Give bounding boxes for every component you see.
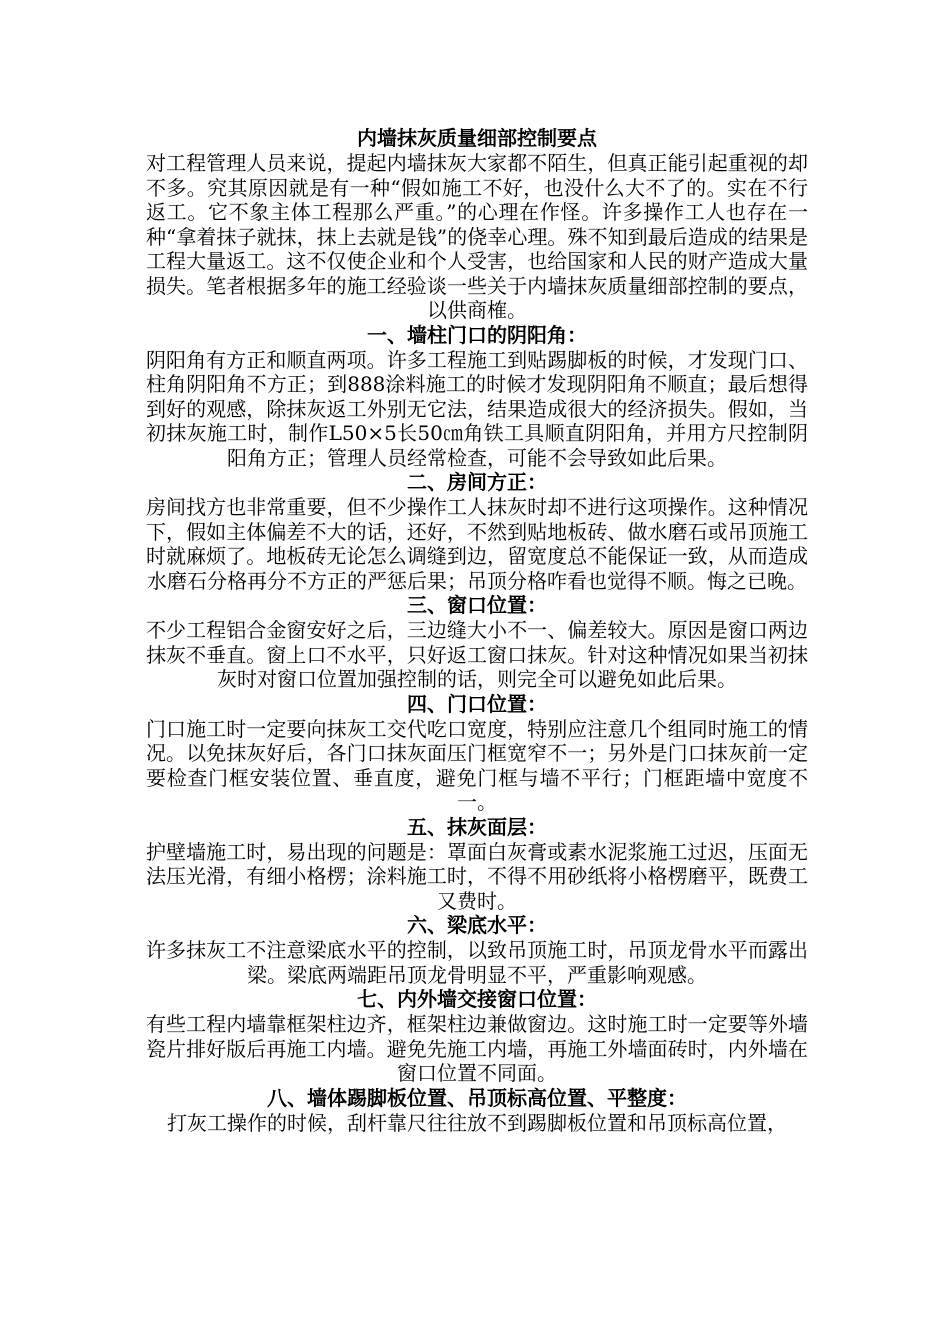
section-body-2: 房间找方也非常重要，但不少操作工人抹灰时却不进行这项操作。这种情况下，假如主体偏差不大的话，还好，不然到贴地板砖、做水磨石或吊顶施工时就麻烦了。地板砖无论怎么调缝到边，留宽度总不能保证一致，从而造成水磨石分格再分不方正的严惩后果；吊顶分格咋看也觉得不顺。悔之已晚。 [146, 495, 808, 593]
section-heading-6: 六、梁底水平： [407, 913, 547, 937]
section-body-1: 阴阳角有方正和顺直两项。许多工程施工到贴踢脚板的时候，才发现门口、柱角阴阳角不方正；到888涂料施工的时候才发现阴阳角不顺直；最后想得到好的观感，除抹灰返工外别无它法，结果造成很大的经济损失。假如，当初抹灰施工时，制作L50×5长50㎝角铁工具顺直阴阳角，并用方尺控制阴阳角方正；管理人员经常检查，可能不会导致如此后果。 [146, 347, 808, 470]
section-heading-1: 一、墙柱门口的阴阳角： [367, 322, 587, 347]
section-heading-7: 七、内外墙交接窗口位置： [357, 987, 597, 1011]
section-body-7: 有些工程内墙靠框架柱边齐，框架柱边兼做窗边。这时施工时一定要等外墙瓷片排好版后再施工内墙。避免先施工内墙，再施工外墙面砖时，内外墙在窗口位置不同面。 [146, 1012, 808, 1085]
section-heading-3: 三、窗口位置： [407, 593, 547, 617]
section-body-4: 门口施工时一定要向抹灰工交代吃口宽度，特别应注意几个组同时施工的情况。以免抹灰好后，各门口抹灰面压门框宽窄不一；另外是门口抹灰前一定要检查门框安装位置、垂直度，避免门框与墙不平行；门框距墙中宽度不一。 [146, 716, 808, 814]
section-body-5: 护壁墙施工时，易出现的问题是：罩面白灰膏或素水泥浆施工过迟，压面无法压光滑，有细小格楞；涂料施工时，不得不用砂纸将小格楞磨平，既费工又费时。 [146, 839, 808, 913]
document-title: 内墙抹灰质量细部控制要点 [357, 126, 597, 150]
document-content [146, 126, 808, 1135]
section-body-3: 不少工程铝合金窗安好之后，三边缝大小不一、偏差较大。原因是窗口两边抹灰不垂直。窗上口不水平，只好返工窗口抹灰。针对这种情况如果当初抹灰时对窗口位置加强控制的话，则完全可以避免如此后果。 [146, 618, 808, 691]
section-body-8: 打灰工操作的时候，刮杆靠尺往往放不到踢脚板位置和吊顶标高位置， [167, 1110, 787, 1135]
intro-paragraph: 对工程管理人员来说，提起内墙抹灰大家都不陌生，但真正能引起重视的却不多。究其原因就是有一种“假如施工不好，也没什么大不了的。实在不行返工。它不象主体工程那么严重。”的心理在作怪。许多操作工人也存在一种“拿着抹子就抹，抹上去就是钱”的侥幸心理。殊不知到最后造成的结果是工程大量返工。这不仅使企业和个人受害，也给国家和人民的财产造成大量损失。笔者根据多年的施工经验谈一些关于内墙抹灰质量细部控制的要点，以供商榷。 [146, 151, 808, 322]
section-heading-5: 五、抹灰面层： [407, 814, 547, 839]
section-heading-2: 二、房间方正： [407, 470, 547, 494]
section-heading-8: 八、墙体踢脚板位置、吊顶标高位置、平整度： [267, 1085, 687, 1110]
section-body-6: 许多抹灰工不注意梁底水平的控制，以致吊顶施工时，吊顶龙骨水平而露出梁。梁底两端距吊顶龙骨明显不平，严重影响观感。 [146, 938, 808, 987]
section-heading-4: 四、门口位置： [407, 691, 547, 716]
